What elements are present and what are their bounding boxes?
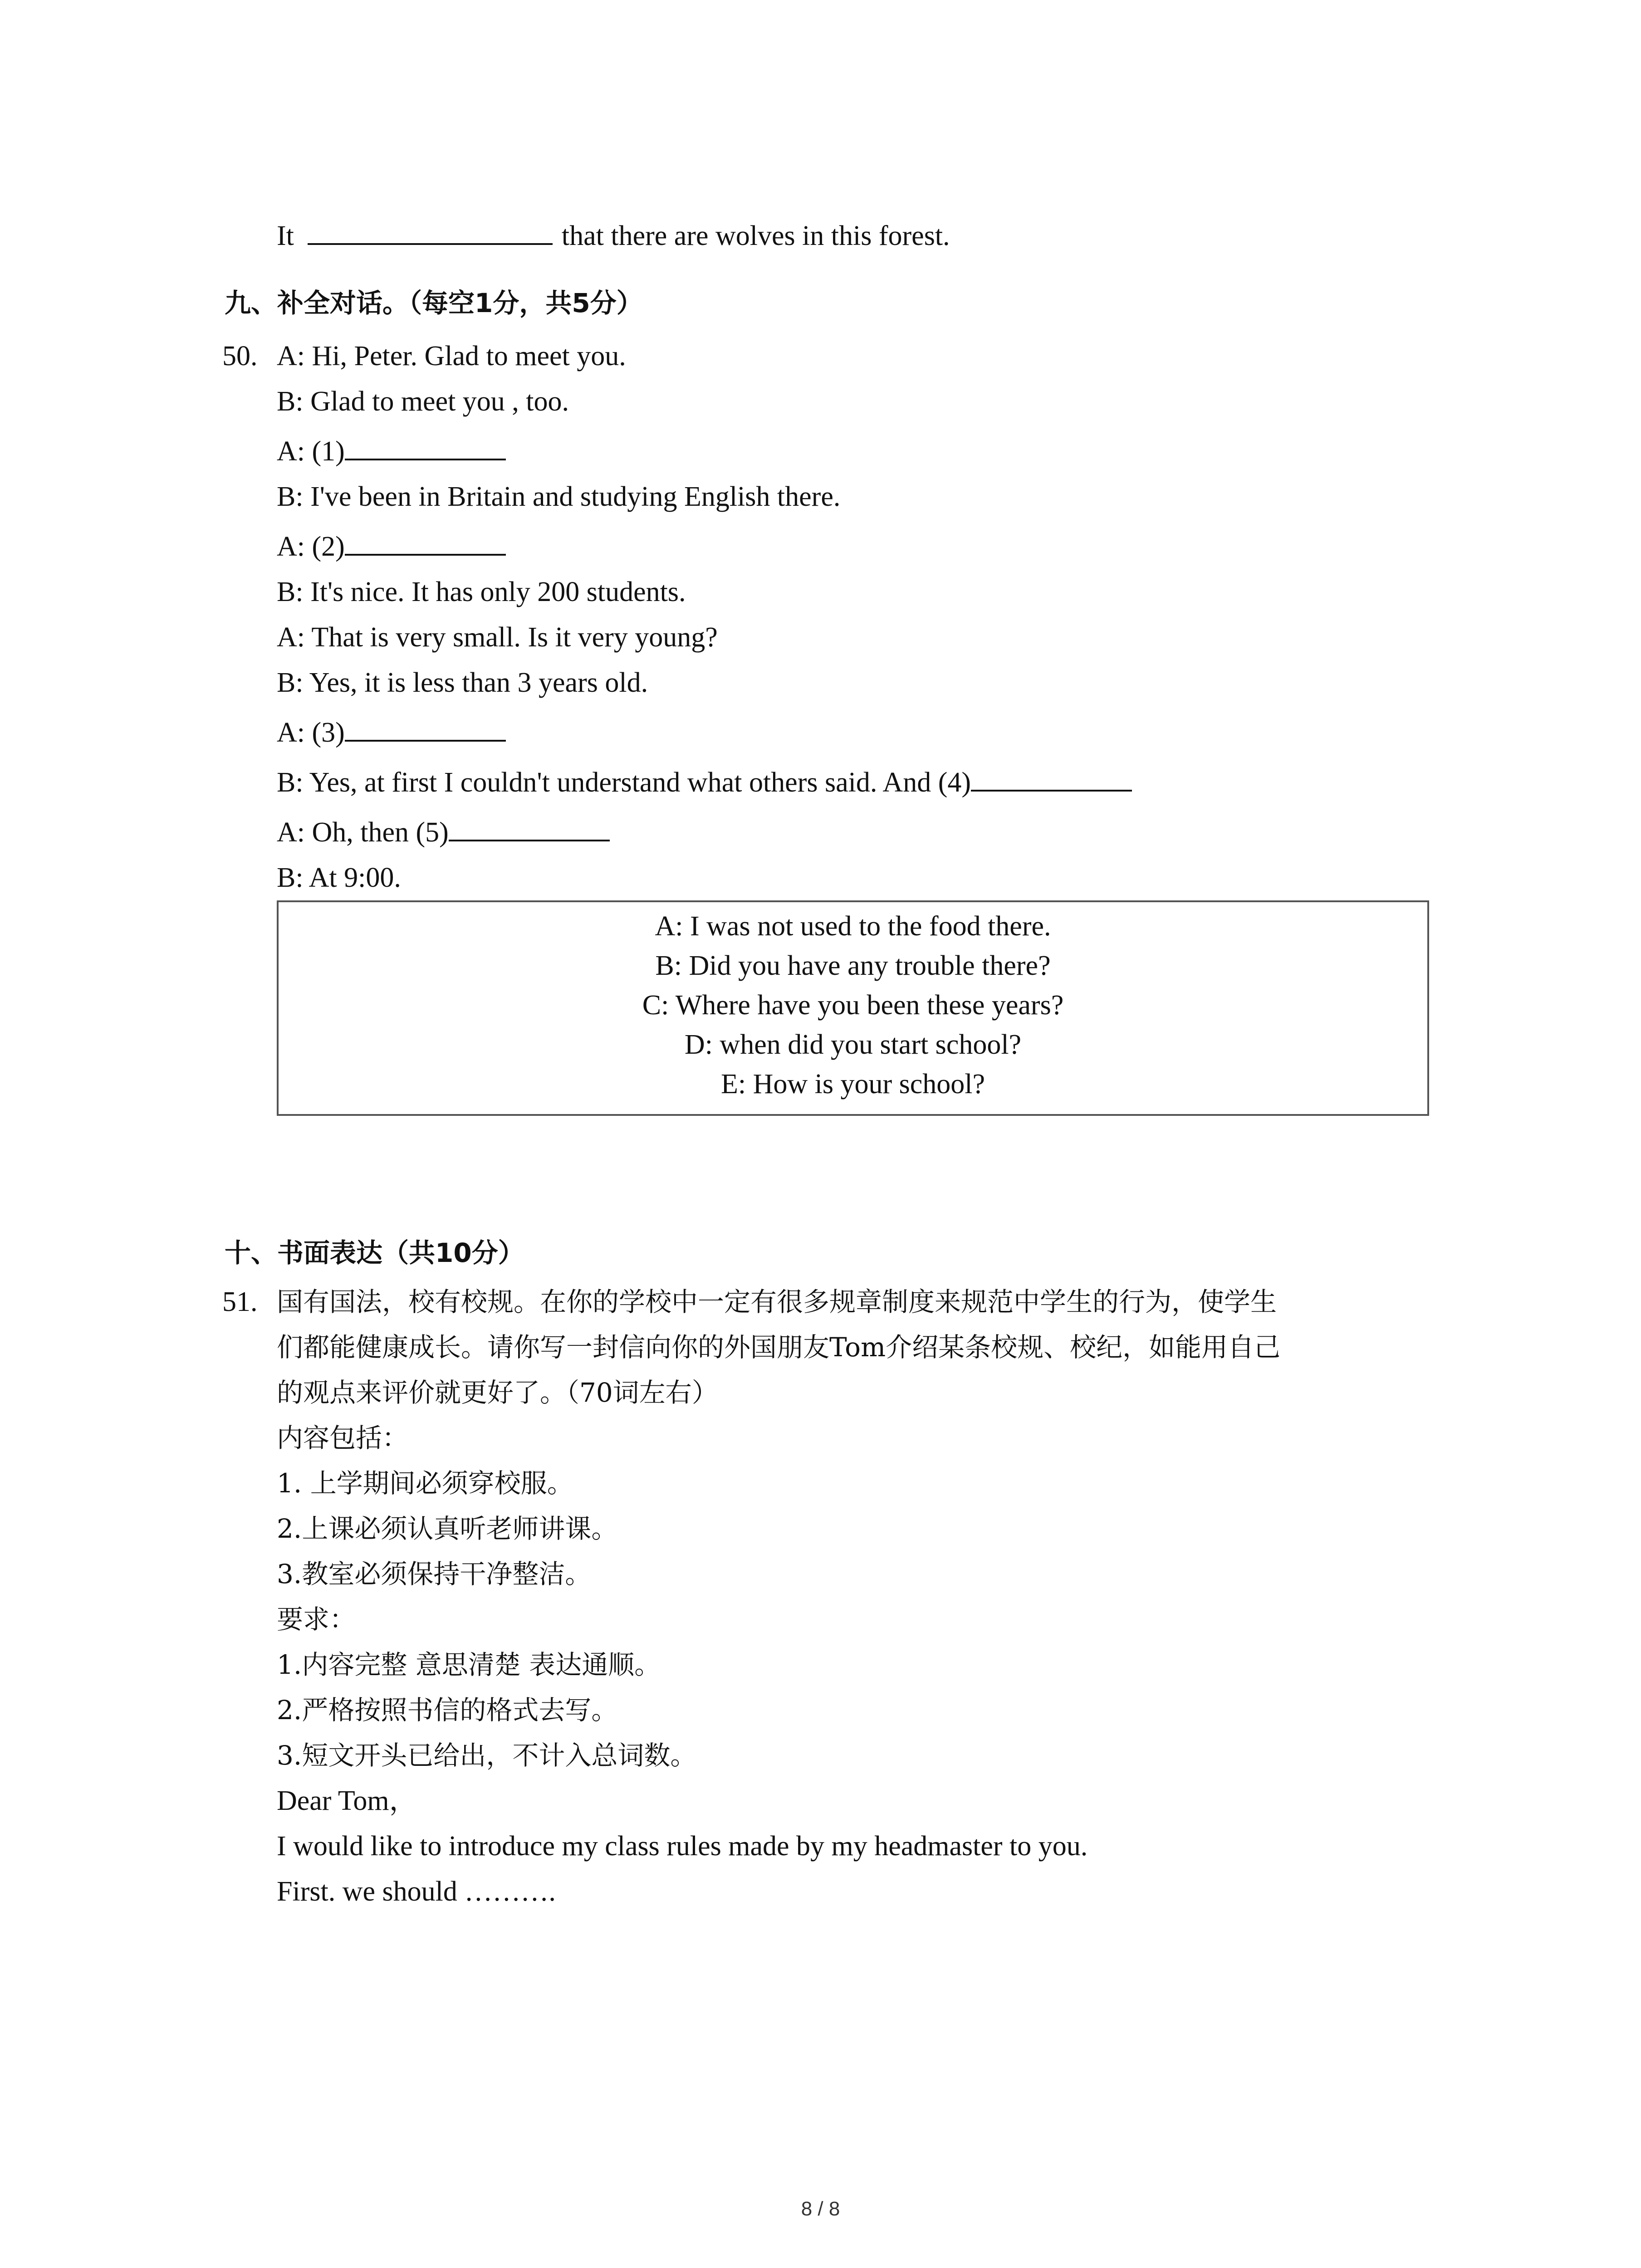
options-box bbox=[277, 900, 1429, 1116]
dialogue-line-8: B: Yes, it is less than 3 years old. bbox=[277, 667, 648, 698]
fill-sentence-prefix: It bbox=[277, 220, 294, 251]
option-c: C: Where have you been these years? bbox=[642, 990, 1064, 1021]
option-e: E: How is your school? bbox=[720, 1069, 985, 1100]
page-number: 8 / 8 bbox=[801, 2198, 840, 2220]
question-50-number: 50. bbox=[222, 341, 258, 371]
prompt-line-1: 国有国法，校有校规。在你的学校中一定有很多规章制度来规范中学生的行为，使学生 bbox=[277, 1286, 1277, 1317]
option-b: B: Did you have any trouble there? bbox=[655, 950, 1051, 981]
prompt-line-3: 的观点来评价就更好了。（70词左右） bbox=[277, 1377, 718, 1408]
letter-opening: I would like to introduce my class rules made by my headmaster to you. bbox=[277, 1831, 1088, 1862]
dialogue-line-11 bbox=[277, 814, 610, 850]
dialogue-line-4: B: I've been in Britain and studying English there. bbox=[277, 481, 841, 512]
fill-sentence-suffix: that there are wolves in this forest. bbox=[561, 220, 950, 251]
answer-blank-5[interactable] bbox=[449, 814, 610, 841]
answer-blank[interactable] bbox=[308, 218, 553, 245]
dialogue-line-5 bbox=[277, 528, 506, 565]
dialogue-line-2: B: Glad to meet you , too. bbox=[277, 386, 569, 417]
answer-blank-3[interactable] bbox=[345, 714, 506, 742]
question-51-number: 51. bbox=[222, 1286, 258, 1317]
dialogue-text: A: (3) bbox=[277, 717, 345, 748]
prompt-line-2: 们都能健康成长。请你写一封信向你的外国朋友Tom介绍某条校规、校纪，如能用自己 bbox=[277, 1332, 1281, 1363]
content-item-3: 3.教室必须保持干净整洁。 bbox=[277, 1559, 592, 1589]
section-9-heading: 九、补全对话。（每空1分，共5分） bbox=[225, 288, 643, 318]
requirement-1: 1.内容完整 意思清楚 表达通顺。 bbox=[277, 1649, 661, 1680]
answer-blank-2[interactable] bbox=[345, 528, 506, 556]
option-d: D: when did you start school? bbox=[684, 1029, 1022, 1060]
letter-salutation: Dear Tom， bbox=[277, 1785, 417, 1816]
section-10-heading: 十、书面表达（共10分） bbox=[225, 1237, 524, 1268]
dialogue-line-6: B: It's nice. It has only 200 students. bbox=[277, 577, 686, 607]
fill-sentence bbox=[277, 218, 950, 254]
answer-blank-4[interactable] bbox=[971, 764, 1132, 792]
content-label: 内容包括： bbox=[277, 1422, 409, 1453]
dialogue-line-9 bbox=[277, 714, 506, 751]
content-item-2: 2.上课必须认真听老师讲课。 bbox=[277, 1513, 618, 1544]
dialogue-line-10 bbox=[277, 764, 1132, 801]
dialogue-line-7: A: That is very small. Is it very young? bbox=[277, 622, 718, 653]
answer-blank-1[interactable] bbox=[345, 433, 506, 460]
dialogue-line-12: B: At 9:00. bbox=[277, 862, 401, 893]
requirements-label: 要求： bbox=[277, 1604, 356, 1635]
letter-first-line: First. we should ………. bbox=[277, 1876, 556, 1907]
dialogue-text: A: (1) bbox=[277, 436, 345, 467]
option-a: A: I was not used to the food there. bbox=[655, 911, 1051, 942]
requirement-2: 2.严格按照书信的格式去写。 bbox=[277, 1695, 618, 1725]
dialogue-text: A: (2) bbox=[277, 531, 345, 562]
content-item-1: 1. 上学期间必须穿校服。 bbox=[277, 1468, 573, 1499]
dialogue-text: A: Oh, then (5) bbox=[277, 817, 449, 848]
dialogue-text: B: Yes, at first I couldn't understand what others said. And (4) bbox=[277, 767, 971, 798]
requirement-3: 3.短文开头已给出，不计入总词数。 bbox=[277, 1740, 697, 1771]
dialogue-line-3 bbox=[277, 433, 506, 469]
dialogue-line-1: A: Hi, Peter. Glad to meet you. bbox=[277, 341, 626, 371]
